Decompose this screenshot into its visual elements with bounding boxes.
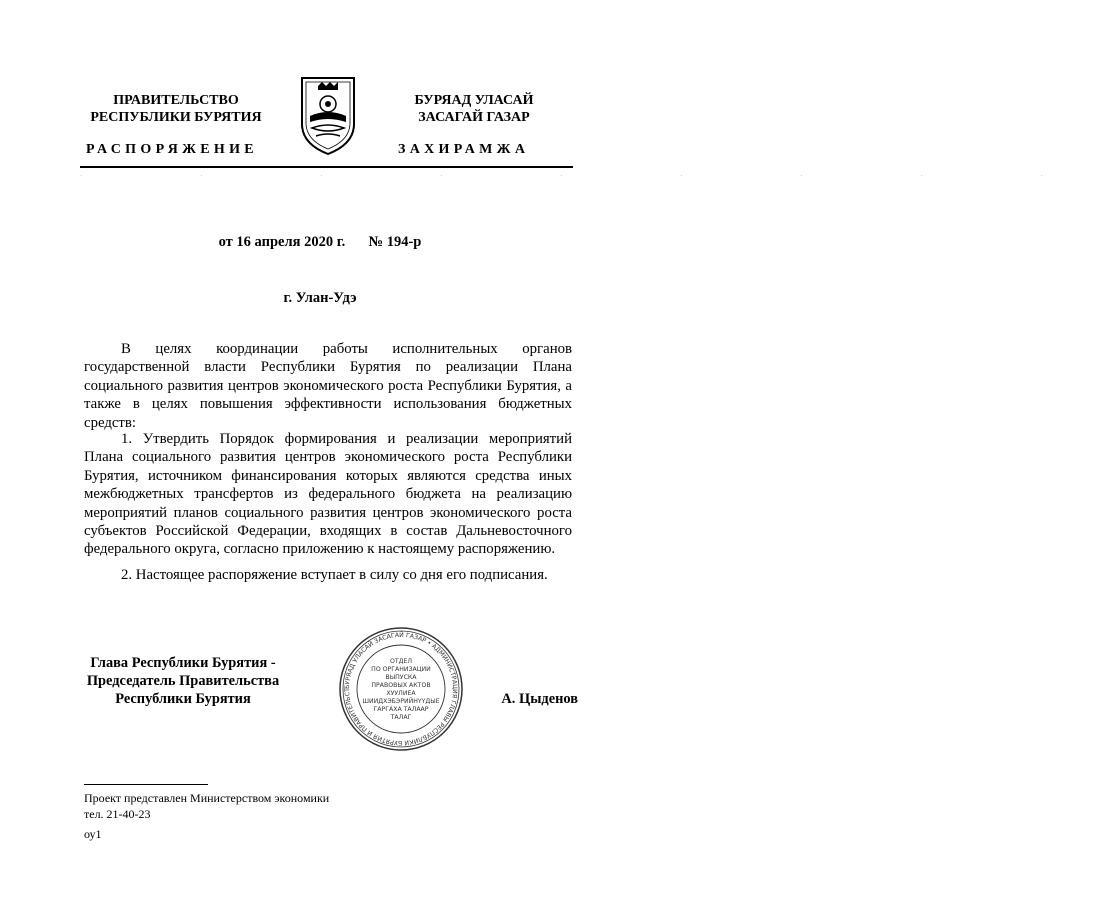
official-stamp [338,626,464,752]
government-name-ru-line1: ПРАВИТЕЛЬСТВО [113,93,239,108]
government-name-bua-line1: БУРЯАД УЛАСАЙ [414,93,534,108]
document-code: оу1 [84,827,102,841]
signatory-position-line2: Председатель Правительства [86,673,280,689]
government-name-ru [78,92,274,126]
stamp-line-8: ТАЛАГ [390,714,412,721]
header-divider [80,166,573,168]
stamp-line-3: ВЫПУСКА [385,674,417,681]
signatory-position-line3: Республики Бурятия [115,691,251,707]
government-name-bua [376,92,572,126]
government-name-bua-line2: ЗАСАГАЙ ГАЗАР [418,110,530,125]
project-note: Проект представлен Министерством экономики [84,791,330,805]
point2-paragraph [84,566,572,584]
order-place: г. Улан-Удэ [283,290,357,306]
intro-paragraph [84,340,572,432]
stamp-line-4: ПРАВОВЫХ АКТОВ [371,682,431,689]
coat-of-arms-emblem [296,72,360,158]
header-dotted-line: · · · · · · · · · [80,172,1101,180]
stamp-line-5: ХУУЛИЕА [386,690,416,697]
signatory-position [74,654,292,708]
stamp-line-2: ПО ОРГАНИЗАЦИИ [371,666,431,673]
intro-text: В целях координации работы исполнительных органов государственной власти Республики Бурятия по реализации Плана социального развития центров экономического роста Республики Бурятия, а также в целях повышения эффективности использования бюджетных средств: [84,341,572,431]
phone-number: тел. 21-40-23 [84,807,151,821]
order-date-number [0,234,640,251]
stamp-ring-text: БУРЯАД УЛАСАЙ ЗАСАГАЙ ГАЗАР • АДМИНИСТРАЦИЯ ГЛАВЫ РЕСПУБЛИКИ БУРЯТИЯ И ПРАВИТЕЛЬСТ [343,631,459,747]
signatory-name: А. Цыденов [501,691,578,707]
doc-type-ru: РАСПОРЯЖЕНИЕ [86,142,258,157]
point2-text: 2. Настоящее распоряжение вступает в силу со дня его подписания. [121,567,548,583]
order-number: № 194-р [368,234,422,250]
government-name-ru-line2: РЕСПУБЛИКИ БУРЯТИЯ [90,110,262,125]
signatory-position-line1: Глава Республики Бурятия - [90,655,276,671]
footnote-divider [84,784,208,785]
order-date: от 16 апреля 2020 г. [218,234,346,250]
doc-type-bua: ЗАХИРАМЖА [398,142,530,157]
stamp-line-1: ОТДЕЛ [389,658,413,665]
point1-paragraph [84,430,572,559]
point1-text: 1. Утвердить Порядок формирования и реализации мероприятий Плана социального развития центров экономического роста Республики Бурятия, источником финансирования которых являются средства иных межбюджетных трансфертов из федерального бюджета на реализацию мероприятий планов социального развития центров экономического роста субъектов Российской Федерации, входящих в состав Дальневосточного федерального округа, согласно приложению к настоящему распоряжению. [84,431,572,558]
stamp-line-7: ГАРГАХА ТАЛААР [373,706,429,713]
stamp-line-6: ШИИДХЭБЭРИЙНҮҮДЫЕ [362,698,440,705]
